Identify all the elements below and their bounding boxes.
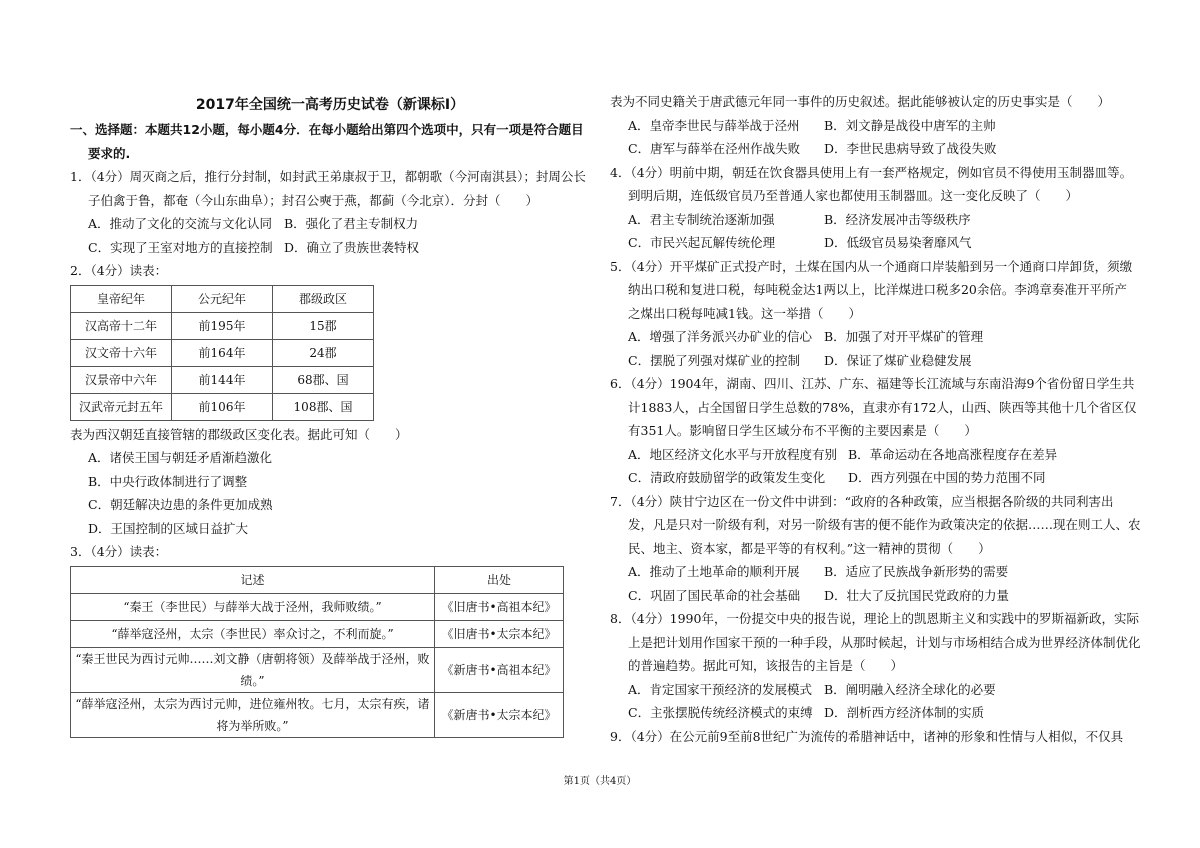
question-text: 4．（4分）明前中期，朝廷在饮食器具使用上有一套严格规定，例如官员不得使用玉制器皿等。	[610, 164, 1133, 180]
option-d[interactable]: D．西方列强在中国的势力范围不同	[848, 470, 1046, 485]
option-row	[610, 701, 1140, 725]
option-c[interactable]: C．主张摆脱传统经济模式的束缚	[628, 705, 813, 720]
option-row	[610, 208, 1140, 232]
page-footer: 第1页（共4页）	[563, 776, 637, 787]
table-header-row	[71, 285, 374, 312]
question-3-cont	[610, 90, 1140, 161]
question-text: 9．（4分）在公元前9至前8世纪广为流传的希腊神话中，诸神的形象和性情与人相似，不仅具	[610, 728, 1124, 744]
option-row	[610, 349, 1140, 373]
question-text: 表为西汉朝廷直接管辖的郡级政区变化表。据此可知（ ）	[70, 426, 408, 442]
table-cell: 汉景帝中六年	[71, 366, 172, 393]
question-2	[70, 259, 590, 540]
section-heading-cont: 要求的.	[88, 145, 131, 161]
table-header-cell: 公元纪年	[172, 285, 273, 312]
question-1	[70, 165, 590, 259]
table-cell: 前195年	[172, 312, 273, 339]
table-row	[71, 692, 564, 737]
question-7	[610, 490, 1140, 608]
question-text: 1．（4分）周灭商之后，推行分封制，如封武王弟康叔于卫，都朝歌（今河南淇县）；封周公长	[70, 169, 586, 184]
table-cell: 108郡、国	[273, 393, 374, 420]
option-b[interactable]: B．经济发展冲击等级秩序	[824, 211, 971, 227]
option-d[interactable]: D．低级官员易染奢靡风气	[824, 235, 972, 250]
table-row	[71, 312, 374, 339]
question-3	[70, 540, 590, 738]
option-row	[610, 114, 1140, 138]
option-row	[70, 236, 590, 260]
option-a[interactable]: A．地区经济文化水平与开放程度有别	[628, 446, 838, 462]
question-text: 3．（4分）读表：	[70, 544, 168, 559]
question-text: 6．（4分）1904年，湖南、四川、江苏、广东、福建等长江流域与东南沿海9个省份留日学生共	[610, 376, 1135, 391]
section-heading: 一、选择题：本题共12小题，每小题4分．在每小题给出第四个选项中，只有一项是符合题目	[70, 122, 584, 137]
option-row	[610, 678, 1140, 702]
table-cell: 汉高帝十二年	[71, 312, 172, 339]
table-cell	[71, 620, 435, 647]
option-c[interactable]: C．摆脱了列强对煤矿业的控制	[628, 352, 801, 368]
option-d[interactable]: D．王国控制的区域日益扩大	[88, 520, 249, 536]
source-table	[70, 566, 564, 738]
option-b[interactable]: B．阐明融入经济全球化的必要	[824, 681, 996, 697]
option-a[interactable]: A．推动了土地革命的顺利开展	[628, 564, 800, 579]
table-row	[71, 620, 564, 647]
question-text: 2．（4分）读表：	[70, 263, 168, 278]
table-cell	[71, 647, 435, 692]
left-column	[70, 92, 590, 740]
question-text: 民、地主、资本家，都是平等的有权利。”这一精神的贯彻（ ）	[628, 540, 991, 556]
option-row	[610, 325, 1140, 349]
table-row	[71, 339, 374, 366]
table-cell: 《新唐书•高祖本纪》	[435, 647, 564, 692]
option-c[interactable]: C．巩固了国民革命的社会基础	[628, 587, 801, 603]
option-row	[610, 137, 1140, 161]
question-text: 计1883人，占全国留日学生总数的78%，直隶亦有172人，山西、陕西等其他十几个省区仅	[628, 399, 1137, 415]
table-cell: 15郡	[273, 312, 374, 339]
table-cell: 68郡、国	[273, 366, 374, 393]
table-cell: 汉文帝十六年	[71, 339, 172, 366]
option-d[interactable]: D．保证了煤矿业稳健发展	[824, 352, 972, 368]
question-text: 8．（4分）1990年，一份提交中央的报告说，理论上的凯恩斯主义和实践中的罗斯福新政，实际	[610, 611, 1139, 626]
option-c[interactable]: C．朝廷解决边患的条件更加成熟	[88, 497, 273, 512]
table-cell: 前144年	[172, 366, 273, 393]
question-text: 上是把计划用作国家干预的一种手段，从那时候起，计划与市场相结合成为世界经济体制优化	[628, 634, 1141, 650]
question-text: 的普遍趋势。据此可知，该报告的主旨是（ ）	[628, 658, 904, 673]
option-row	[610, 466, 1140, 490]
table-row	[71, 647, 564, 692]
table-cell: 《旧唐书•高祖本纪》	[435, 593, 564, 620]
record-text: “薛举寇泾州，太宗（李世民）率众讨之，不利而旋。”	[111, 626, 394, 641]
record-text: 将为举所败。”	[216, 718, 289, 733]
option-row	[70, 212, 590, 236]
option-c[interactable]: C．市民兴起瓦解传统伦理	[628, 235, 776, 250]
table-cell: 前106年	[172, 393, 273, 420]
table-header-cell: 出处	[435, 566, 564, 593]
option-a[interactable]: A．肯定国家干预经济的发展模式	[628, 681, 813, 697]
data-table	[70, 285, 374, 421]
table-cell: 《旧唐书•太宗本纪》	[435, 620, 564, 647]
table-header-cell: 郡级政区	[273, 285, 374, 312]
option-c[interactable]: C．唐军与薛举在泾州作战失败	[628, 141, 801, 156]
option-d[interactable]: D．李世民患病导致了战役失败	[824, 141, 997, 156]
option-d[interactable]: D．确立了贵族世袭特权	[284, 239, 420, 255]
option-d[interactable]: D．壮大了反抗国民党政府的力量	[824, 587, 1010, 603]
option-row	[610, 584, 1140, 608]
option-b[interactable]: B．刘文静是战役中唐军的主帅	[824, 117, 996, 133]
question-text: 有351人。影响留日学生区域分布不平衡的主要因素是（ ）	[628, 423, 977, 438]
option-d[interactable]: D．剖析西方经济体制的实质	[824, 705, 985, 720]
record-text: “秦王（李世民）与薛举大战于泾州，我师败绩。”	[123, 599, 382, 614]
question-text: 之煤出口税每吨减1钱。这一举措（ ）	[628, 305, 861, 321]
option-row	[610, 443, 1140, 467]
option-b[interactable]: B．革命运动在各地高涨程度存在差异	[848, 446, 1058, 462]
question-text: 到明后期，连低级官员乃至普通人家也都使用玉制器皿。这一变化反映了（ ）	[628, 188, 1079, 203]
table-cell	[71, 593, 435, 620]
table-row	[71, 393, 374, 420]
table-cell: 汉武帝元封五年	[71, 393, 172, 420]
option-c[interactable]: C．清政府鼓励留学的政策发生变化	[628, 470, 826, 485]
right-column	[610, 90, 1140, 748]
option-b[interactable]: B．强化了君主专制权力	[284, 216, 419, 231]
question-text: 纳出口税和复进口税，每吨税金达1两以上，比洋煤进口税多20余倍。李鸿章奏准开平所产	[628, 282, 1127, 297]
question-text: 表为不同史籍关于唐武德元年同一事件的历史叙述。据此能够被认定的历史事实是（ ）	[610, 94, 1111, 109]
table-cell	[71, 692, 435, 737]
question-9	[610, 725, 1140, 749]
option-c[interactable]: C．实现了王室对地方的直接控制	[88, 239, 273, 255]
question-6	[610, 372, 1140, 490]
option-b[interactable]: B．加强了对开平煤矿的管理	[824, 329, 984, 344]
record-text: “秦王世民为西讨元帅……刘文静（唐朝将领）及薛举战于泾州，败	[75, 651, 430, 666]
option-a[interactable]: A．诸侯王国与朝廷矛盾渐趋激化	[88, 450, 273, 465]
table-cell: 《新唐书•太宗本纪》	[435, 692, 564, 737]
question-text: 7．（4分）陕甘宁边区在一份文件中讲到：“政府的各种政策，应当根据各阶级的共同利害出	[610, 493, 1114, 509]
question-text: 子伯禽于鲁，都奄（今山东曲阜）；封召公奭于燕，都蓟（今北京）．分封（ ）	[88, 192, 539, 208]
option-a[interactable]: A．君主专制统治逐渐加强	[628, 211, 775, 227]
table-header-row	[71, 566, 564, 593]
table-header-cell: 记述	[71, 566, 435, 593]
table-header-cell: 皇帝纪年	[71, 285, 172, 312]
table-row	[71, 593, 564, 620]
question-5	[610, 255, 1140, 373]
option-a[interactable]: A．增强了洋务派兴办矿业的信心	[628, 329, 813, 344]
option-b[interactable]: B．适应了民族战争新形势的需要	[824, 564, 1009, 579]
option-a[interactable]: A．皇帝李世民与薛举战于泾州	[628, 117, 800, 133]
record-text: “薛举寇泾州，太宗为西讨元帅，进位雍州牧。七月，太宗有疾，诸	[75, 696, 430, 711]
table-row	[71, 366, 374, 393]
exam-title: 2017年全国统一高考历史试卷（新课标Ⅰ）	[195, 97, 465, 113]
question-text: 5．（4分）开平煤矿正式投产时，土煤在国内从一个通商口岸装船到另一个通商口岸卸货，须缴	[610, 258, 1133, 274]
record-text: 绩。”	[240, 673, 265, 688]
table-cell: 24郡	[273, 339, 374, 366]
option-a[interactable]: A．推动了文化的交流与文化认同	[88, 216, 273, 231]
question-8	[610, 607, 1140, 725]
table-cell: 前164年	[172, 339, 273, 366]
option-row	[610, 560, 1140, 584]
question-4	[610, 161, 1140, 255]
question-text: 发，凡是只对一阶级有利，对另一阶级有害的便不能作为政策决定的依据……现在则工人、农	[628, 517, 1141, 532]
option-b[interactable]: B．中央行政体制进行了调整	[88, 473, 248, 489]
option-row	[610, 231, 1140, 255]
